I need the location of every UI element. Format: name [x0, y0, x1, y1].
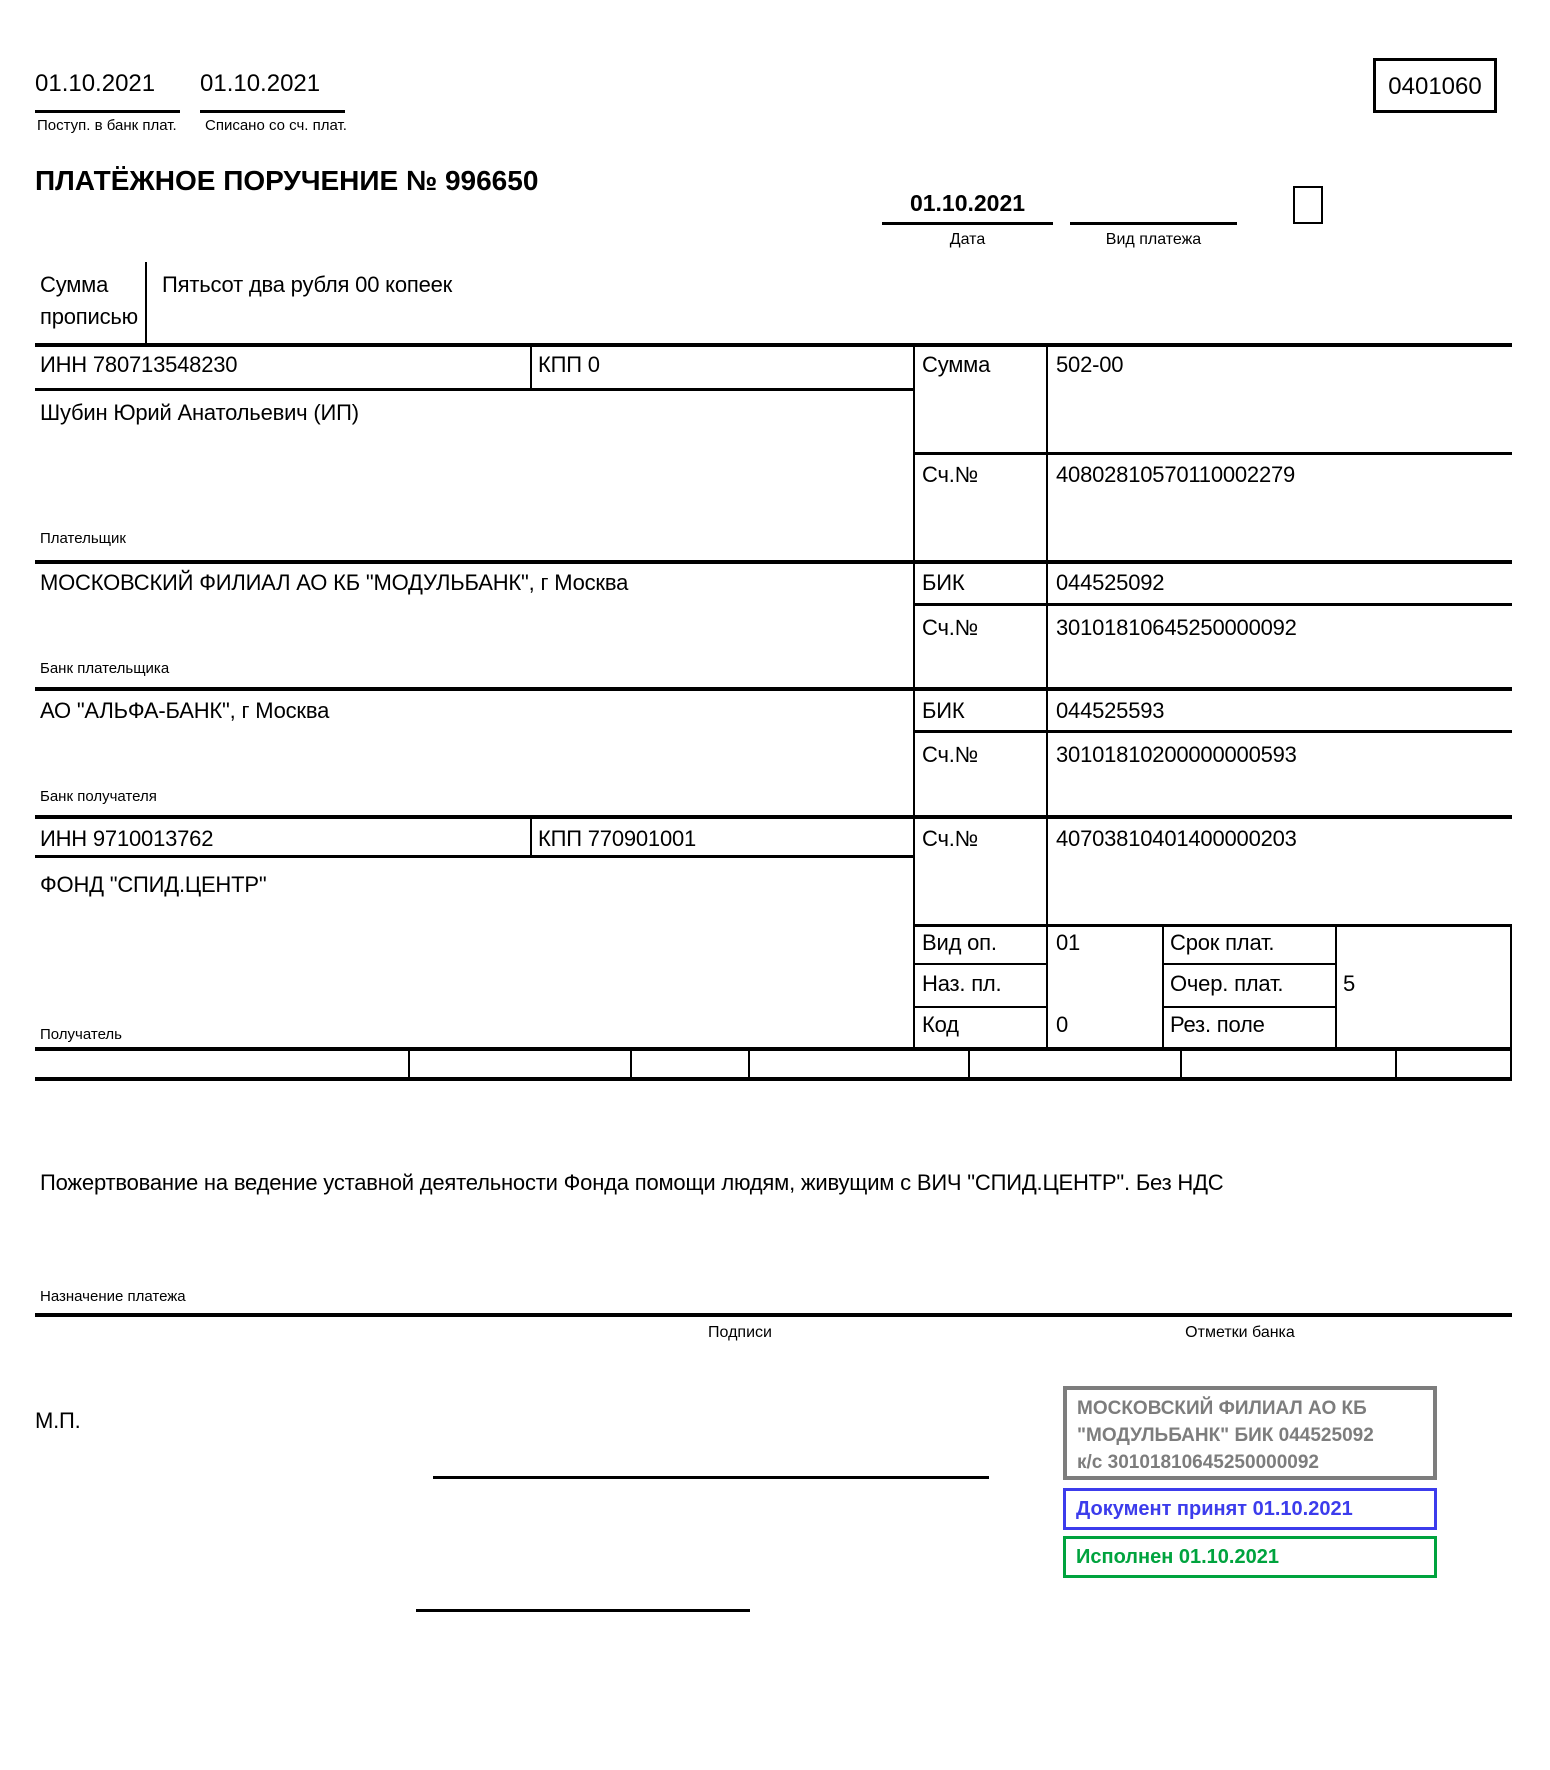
form-code-box [1373, 58, 1497, 113]
payer-bank-name: МОСКОВСКИЙ ФИЛИАЛ АО КБ "МОДУЛЬБАНК", г Москва [40, 570, 629, 595]
payer-name: Шубин Юрий Анатольевич (ИП) [40, 400, 359, 425]
tax-cell-divider-4 [968, 1049, 970, 1079]
tax-cell-divider-6 [1395, 1049, 1397, 1079]
srok-label-column-line [1335, 924, 1337, 1049]
rez-pole-label: Рез. поле [1170, 1012, 1265, 1037]
received-date-underline [35, 110, 180, 113]
table-top-line [35, 343, 1512, 347]
signature-line-2 [416, 1609, 750, 1612]
payer-bank-account-label: Сч.№ [922, 615, 979, 640]
ocher-plat-value: 5 [1343, 971, 1356, 996]
date-label: Дата [949, 231, 986, 248]
payment-type-code-box [1293, 186, 1323, 224]
amount-row-line [913, 452, 1512, 455]
op-type-label: Вид оп. [922, 930, 997, 955]
payee-inn: ИНН 9710013762 [40, 826, 214, 851]
payer-inn-kpp-divider [530, 343, 532, 391]
payee-inn-kpp-divider [530, 815, 532, 858]
payee-section-line [35, 1047, 1512, 1051]
payment-purpose-text: Пожертвование на ведение уставной деятельности Фонда помощи людям, живущим с ВИЧ "СПИД.ЦЕНТР". Без НДС [40, 1170, 1224, 1195]
bank-stamp-line-3: к/с 30101810645250000092 [1077, 1452, 1319, 1473]
payer-bank-section-label: Банк плательщика [40, 660, 170, 677]
signatures-label: Подписи [708, 1324, 772, 1341]
purpose-section-line [35, 1313, 1512, 1317]
document-accepted-stamp [1063, 1488, 1437, 1530]
tax-cell-divider-3 [748, 1049, 750, 1079]
signature-line-1 [433, 1476, 989, 1479]
purpose-section-label: Назначение платежа [40, 1288, 186, 1305]
payee-account-label: Сч.№ [922, 826, 979, 851]
document-title: ПЛАТЁЖНОЕ ПОРУЧЕНИЕ № 996650 [35, 165, 539, 196]
document-date-underline [882, 222, 1053, 225]
amount-label: Сумма [922, 352, 991, 377]
label-column-left-line [913, 343, 915, 1049]
code-label: Код [922, 1012, 959, 1037]
label-value-divider-line [1046, 343, 1048, 1049]
payee-bank-name: АО "АЛЬФА-БАНК", г Москва [40, 698, 330, 723]
bank-stamp [1063, 1386, 1437, 1480]
accepted-stamp-text: Документ принят 01.10.2021 [1076, 1498, 1353, 1520]
payee-name: ФОНД "СПИД.ЦЕНТР" [40, 872, 267, 897]
debited-date: 01.10.2021 [200, 70, 321, 97]
op-value-column-line [1162, 924, 1164, 1049]
payee-bank-section-label: Банк получателя [40, 788, 157, 805]
received-in-bank-label: Поступ. в банк плат. [37, 117, 177, 134]
debited-label: Списано со сч. плат. [205, 117, 347, 134]
form-code: 0401060 [1388, 73, 1482, 100]
payment-type-label: Вид платежа [1105, 231, 1202, 248]
payer-bank-bik-label: БИК [922, 570, 965, 595]
payer-account: 40802810570110002279 [1056, 462, 1296, 487]
payer-kpp: КПП 0 [538, 352, 600, 377]
srok-plat-label: Срок плат. [1170, 930, 1275, 955]
received-in-bank-date: 01.10.2021 [35, 70, 156, 97]
payer-bank-account: 30101810645250000092 [1056, 615, 1297, 640]
op-type-value: 01 [1056, 930, 1081, 955]
amount-words-label-line1: Сумма [40, 272, 109, 297]
payee-bank-bik: 044525593 [1056, 698, 1165, 723]
payee-bank-account-label: Сч.№ [922, 742, 979, 767]
payee-account: 40703810401400000203 [1056, 826, 1297, 851]
payer-section-line [35, 560, 1512, 564]
srok-plat-cell-line [1162, 963, 1337, 965]
debited-date-underline [200, 110, 345, 113]
payee-bank-bik-label: БИК [922, 698, 965, 723]
ocher-plat-cell-line [1162, 1006, 1337, 1008]
payment-type-underline [1070, 222, 1237, 225]
payer-inn: ИНН 780713548230 [40, 352, 238, 377]
ocher-plat-label: Очер. плат. [1170, 971, 1284, 996]
naz-pl-label: Наз. пл. [922, 971, 1002, 996]
bank-stamp-line-1: МОСКОВСКИЙ ФИЛИАЛ АО КБ [1077, 1398, 1367, 1419]
code-value: 0 [1056, 1012, 1069, 1037]
payee-section-label: Получатель [40, 1026, 122, 1043]
executed-stamp-text: Исполнен 01.10.2021 [1076, 1546, 1279, 1568]
amount-words-label-line2: прописью [40, 304, 138, 329]
payee-bank-section-line [35, 815, 1512, 819]
tax-fields-bottom-line [35, 1077, 1512, 1081]
tax-cell-divider-5 [1180, 1049, 1182, 1079]
naz-pl-cell-line [913, 1006, 1048, 1008]
payer-bank-section-line [35, 687, 1512, 691]
op-block-top-line [913, 924, 1512, 927]
payer-bank-bik: 044525092 [1056, 570, 1165, 595]
amount-words-divider [145, 262, 147, 345]
payee-bank-bik-row-line [913, 730, 1512, 733]
stamp-place-label: М.П. [35, 1408, 81, 1433]
payee-bank-account: 30101810200000000593 [1056, 742, 1297, 767]
amount-in-words: Пятьсот два рубля 00 копеек [162, 272, 453, 297]
bank-stamp-line-2: "МОДУЛЬБАНК" БИК 044525092 [1077, 1425, 1374, 1446]
bank-marks-label: Отметки банка [1185, 1324, 1295, 1341]
amount-value: 502-00 [1056, 352, 1124, 377]
tax-cell-divider-1 [408, 1049, 410, 1079]
table-right-edge-line [1510, 924, 1512, 1079]
document-executed-stamp [1063, 1536, 1437, 1578]
payer-section-label: Плательщик [40, 530, 126, 547]
payer-account-label: Сч.№ [922, 462, 979, 487]
document-date: 01.10.2021 [909, 190, 1026, 216]
payer-bank-bik-row-line [913, 603, 1512, 606]
tax-cell-divider-2 [630, 1049, 632, 1079]
payee-kpp: КПП 770901001 [538, 826, 697, 851]
payer-inn-row-line [35, 388, 913, 391]
op-type-cell-line [913, 963, 1048, 965]
payee-inn-row-line [35, 855, 913, 858]
